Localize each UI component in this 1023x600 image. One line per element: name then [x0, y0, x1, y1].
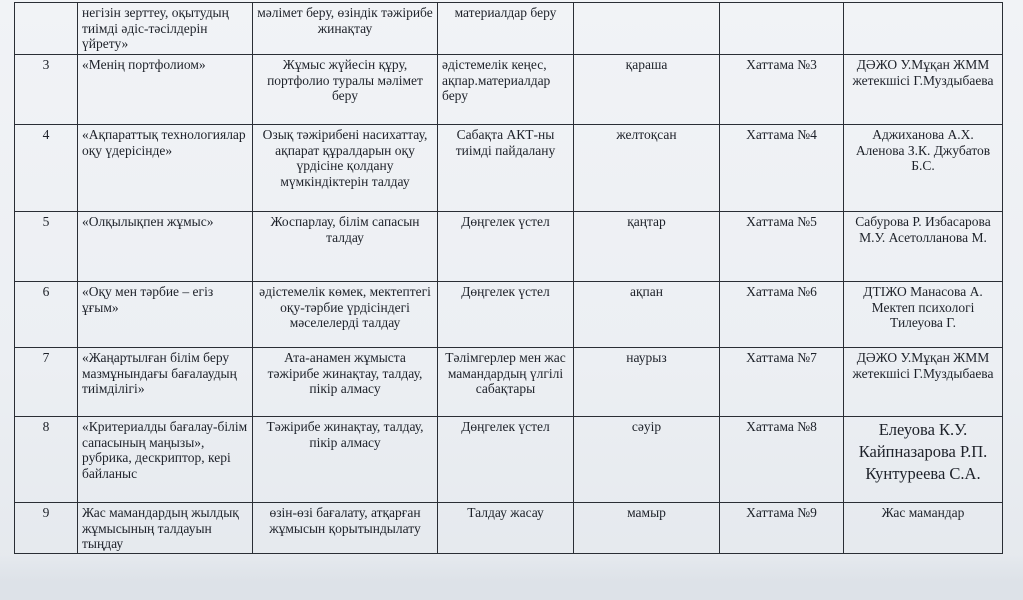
protocol-cell: Хаттама №5: [720, 212, 844, 282]
form-cell: әдістемелік кеңес, ақпар.материалдар беру: [438, 55, 574, 125]
topic-cell: «Жаңартылған білім беру мазмұнындағы бағалаудың тиімділігі»: [78, 348, 253, 417]
form-cell: Дөңгелек үстел: [438, 282, 574, 348]
responsible-cell: Жас мамандар: [844, 503, 1003, 554]
goal-cell: Жоспарлау, білім сапасын талдау: [253, 212, 438, 282]
responsible-cell: ДӘЖО У.Мұқан ЖММ жетекшісі Г.Муздыбаева: [844, 348, 1003, 417]
table-row: [15, 348, 1003, 417]
row-number: 8: [15, 417, 78, 503]
protocol-cell: Хаттама №6: [720, 282, 844, 348]
table-row: [15, 125, 1003, 212]
month-cell: қараша: [574, 55, 720, 125]
protocol-cell: Хаттама №4: [720, 125, 844, 212]
table-row: [15, 55, 1003, 125]
row-number: 7: [15, 348, 78, 417]
goal-cell: Жұмыс жүйесін құру, портфолио туралы мәлімет беру: [253, 55, 438, 125]
responsible-cell: Аджиханова А.Х. Аленова З.К. Джубатов Б.С.: [844, 125, 1003, 212]
protocol-cell: Хаттама №3: [720, 55, 844, 125]
topic-cell: «Олқылықпен жұмыс»: [78, 212, 253, 282]
row-number: 4: [15, 125, 78, 212]
form-cell: Дөңгелек үстел: [438, 212, 574, 282]
month-cell: ақпан: [574, 282, 720, 348]
goal-cell: мәлімет беру, өзіндік тәжірибе жинақтау: [253, 3, 438, 55]
month-cell: қаңтар: [574, 212, 720, 282]
form-cell: Сабақта АКТ-ны тиімді пайдалану: [438, 125, 574, 212]
table-row: [15, 503, 1003, 554]
responsible-cell: ДТІЖО Манасова А. Мектеп психологі Тилеуова Г.: [844, 282, 1003, 348]
goal-cell: өзін-өзі бағалату, атқарған жұмысын қорытындылату: [253, 503, 438, 554]
protocol-cell: Хаттама №9: [720, 503, 844, 554]
table-row: [15, 417, 1003, 503]
row-number: 6: [15, 282, 78, 348]
topic-cell: негізін зерттеу, оқытудың тиімді әдіс-тәсілдерін үйрету»: [78, 3, 253, 55]
protocol-cell: Хаттама №7: [720, 348, 844, 417]
topic-cell: «Критериалды бағалау-білім сапасының маңызы», рубрика, дескриптор, кері байланыс: [78, 417, 253, 503]
responsible-cell: [844, 3, 1003, 55]
protocol-cell: Хаттама №8: [720, 417, 844, 503]
responsible-cell: Елеуова К.У. Кайпназарова Р.П. Кунтуреева С.А.: [844, 417, 1003, 503]
table-row: [15, 212, 1003, 282]
month-cell: мамыр: [574, 503, 720, 554]
form-cell: Талдау жасау: [438, 503, 574, 554]
month-cell: сәуір: [574, 417, 720, 503]
responsible-cell: ДӘЖО У.Мұқан ЖММ жетекшісі Г.Муздыбаева: [844, 55, 1003, 125]
form-cell: Дөңгелек үстел: [438, 417, 574, 503]
page-bottom-shadow: [0, 555, 1023, 600]
topic-cell: «Менің портфолиом»: [78, 55, 253, 125]
form-cell: Тәлімгерлер мен жас мамандардың үлгілі сабақтары: [438, 348, 574, 417]
table-row: [15, 3, 1003, 55]
row-number: 5: [15, 212, 78, 282]
goal-cell: Тәжірибе жинақтау, талдау, пікір алмасу: [253, 417, 438, 503]
topic-cell: «Ақпараттық технологиялар оқу үдерісінде»: [78, 125, 253, 212]
goal-cell: әдістемелік көмек, мектептегі оқу-тәрбие үрдісіндегі мәселелерді талдау: [253, 282, 438, 348]
form-cell: материалдар беру: [438, 3, 574, 55]
row-number: [15, 3, 78, 55]
responsible-cell: Сабурова Р. Избасарова М.У. Асетолланова М.: [844, 212, 1003, 282]
plan-table-body: [15, 3, 1003, 554]
month-cell: [574, 3, 720, 55]
month-cell: желтоқсан: [574, 125, 720, 212]
goal-cell: Озық тәжірибені насихаттау, ақпарат құралдарын оқу үрдісіне қолдану мүмкіндіктерін талдау: [253, 125, 438, 212]
protocol-cell: [720, 3, 844, 55]
row-number: 9: [15, 503, 78, 554]
table-row: [15, 282, 1003, 348]
topic-cell: «Оқу мен тәрбие – егіз ұғым»: [78, 282, 253, 348]
topic-cell: Жас мамандардың жылдық жұмысының талдауын тыңдау: [78, 503, 253, 554]
row-number: 3: [15, 55, 78, 125]
goal-cell: Ата-анамен жұмыста тәжірибе жинақтау, талдау, пікір алмасу: [253, 348, 438, 417]
month-cell: наурыз: [574, 348, 720, 417]
plan-table: [14, 2, 1003, 554]
